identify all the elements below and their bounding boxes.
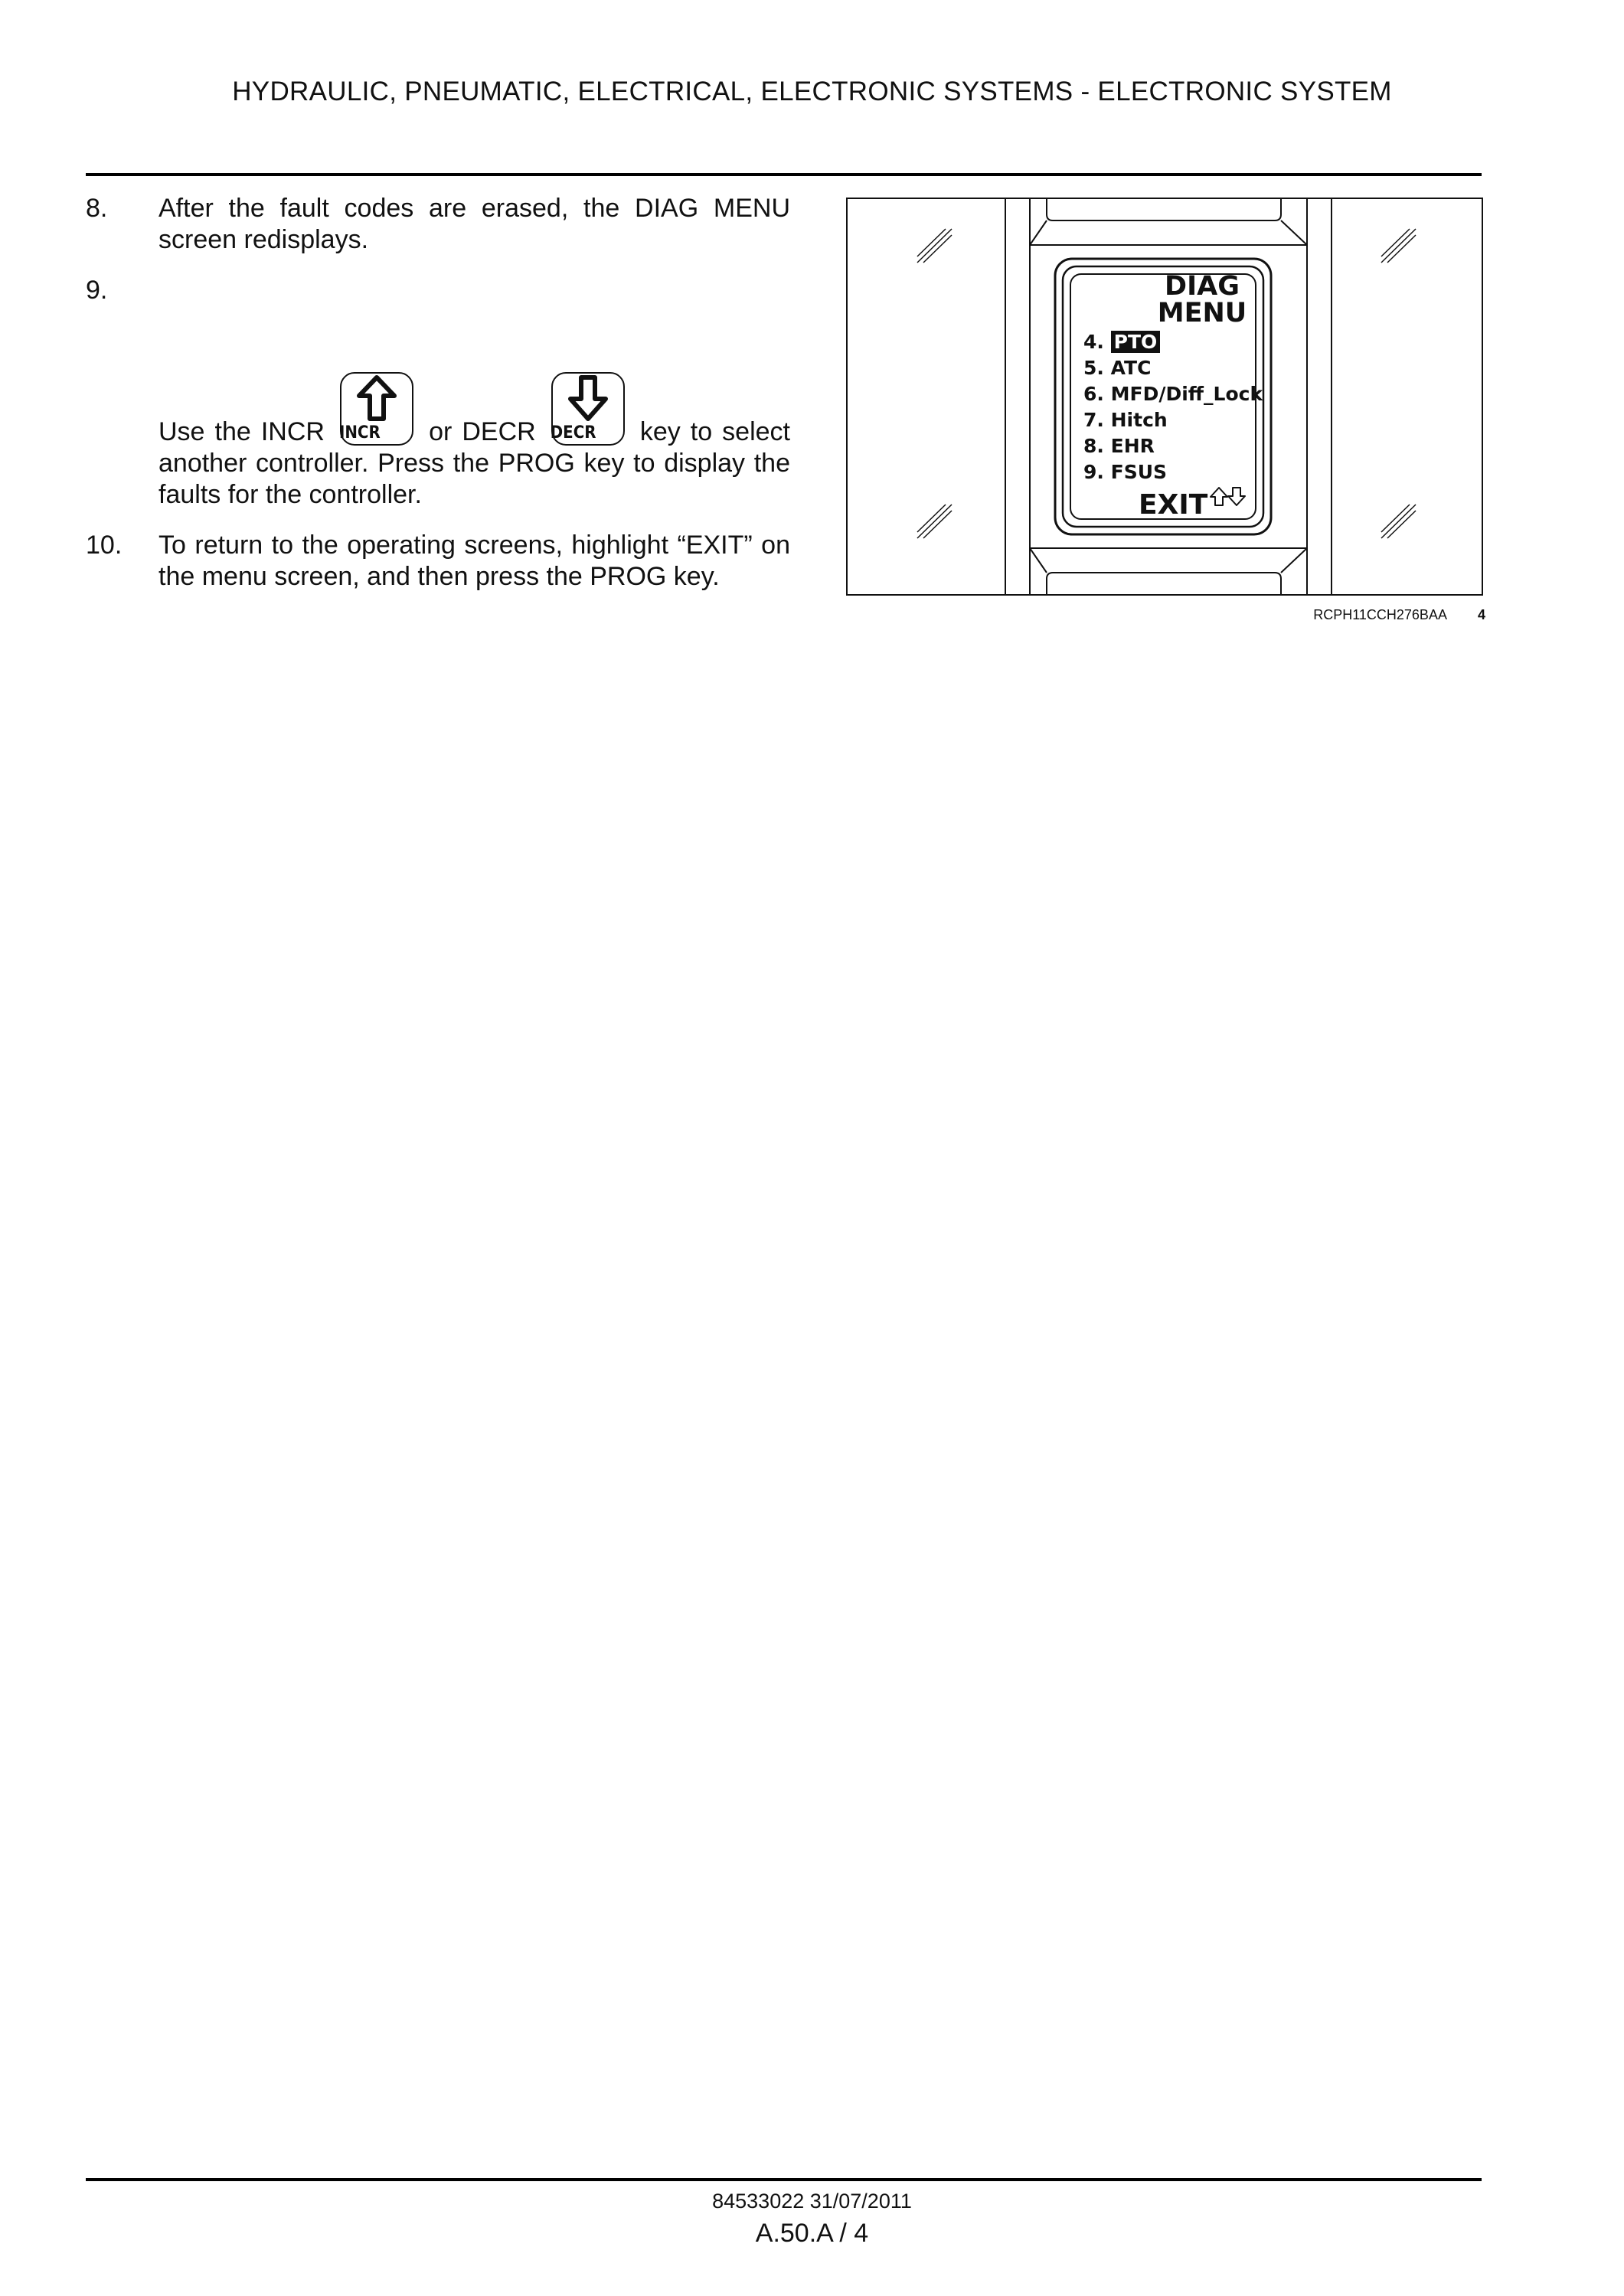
step-number: 8. xyxy=(86,194,108,223)
menu-title-line2: MENU xyxy=(1157,298,1247,328)
decr-key-label: DECR xyxy=(550,423,596,443)
footer-page-number: A.50.A / 4 xyxy=(755,2219,869,2248)
footer-rule xyxy=(86,2178,1482,2181)
menu-exit-label: EXIT xyxy=(1139,489,1208,521)
incr-key-label: INCR xyxy=(339,423,381,443)
step-number: 9. xyxy=(86,276,108,305)
figure-diag-menu xyxy=(846,198,1483,596)
step-text: To return to the operating screens, highlight “EXIT” on the menu screen, and then press the PROG key. xyxy=(158,531,790,591)
menu-item-ehr: 8. EHR xyxy=(1083,435,1155,457)
menu-item-mfd-diff-lock: 6. MFD/Diff_Lock xyxy=(1083,383,1263,405)
menu-item-pto: 4. PTO xyxy=(1083,329,1160,355)
incr-key-icon xyxy=(339,371,414,446)
menu-item-fsus: 9. FSUS xyxy=(1083,461,1168,483)
step-8 xyxy=(86,193,790,256)
footer-doc-ref: 84533022 31/07/2011 xyxy=(712,2190,912,2213)
step-text: After the fault codes are erased, the DIAG MENU screen redisplays. xyxy=(158,194,790,254)
header-rule xyxy=(86,173,1482,176)
menu-title-line1: DIAG xyxy=(1165,271,1240,302)
page-header-title: HYDRAULIC, PNEUMATIC, ELECTRICAL, ELECTRONIC SYSTEMS - ELECTRONIC SYSTEM xyxy=(232,77,1392,106)
step-10 xyxy=(86,530,790,593)
steps-list xyxy=(86,193,790,612)
figure-caption xyxy=(1302,607,1485,623)
decr-key-icon xyxy=(551,371,626,446)
step-text-or: or DECR xyxy=(429,417,536,446)
step-number: 10. xyxy=(86,531,123,560)
step-text xyxy=(158,275,790,511)
menu-item-atc: 5. ATC xyxy=(1083,357,1152,379)
step-9 xyxy=(86,275,790,511)
figure-code: RCPH11CCH276BAA xyxy=(1313,607,1446,622)
step-text-rest: key to select another controller. Press the PROG key to display the faults for the controller. xyxy=(158,417,790,509)
menu-item-label-highlighted: PTO xyxy=(1111,331,1161,353)
step-text-use: Use the INCR xyxy=(158,417,325,446)
menu-item-hitch: 7. Hitch xyxy=(1083,409,1168,431)
figure-number: 4 xyxy=(1477,607,1485,622)
